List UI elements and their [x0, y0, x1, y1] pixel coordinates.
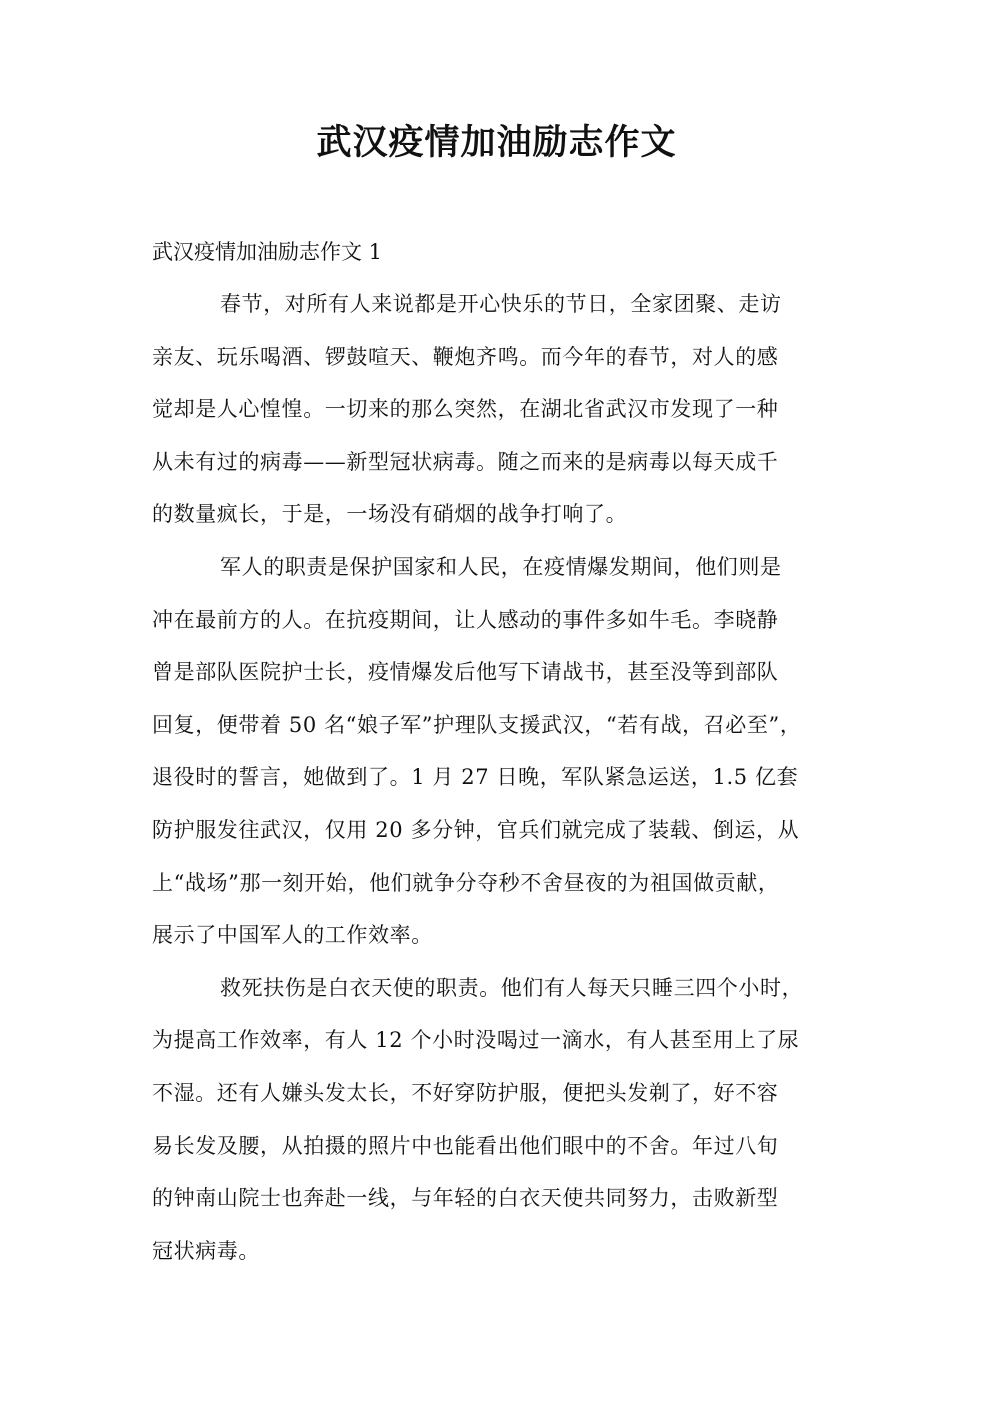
paragraph-soldiers: [152, 547, 852, 968]
text-line: 展示了中国军人的工作效率。: [152, 923, 433, 948]
text-line: 春节，对所有人来说都是开心快乐的节日，全家团聚、走访: [220, 292, 782, 316]
text-line: 从未有过的病毒——新型冠状病毒。随之而来的是病毒以每天成千: [152, 449, 779, 474]
text-line: 觉却是人心惶惶。一切来的那么突然，在湖北省武汉市发现了一种: [152, 397, 779, 422]
text-line: 救死扶伤是白衣天使的职责。他们有人每天只睡三四个小时，: [220, 975, 804, 1000]
text-line: 防护服发往武汉，仅用 20 多分钟，官兵们就完成了装载、倒运，从: [152, 817, 800, 842]
paragraph-medical-workers: [152, 968, 852, 1284]
text-line: 不湿。还有人嫌头发太长，不好穿防护服，便把头发剃了，好不容: [152, 1080, 779, 1105]
text-line: 军人的职责是保护国家和人民，在疫情爆发期间，他们则是: [220, 554, 782, 579]
essay-body: [152, 284, 852, 1283]
text-line: 为提高工作效率，有人 12 个小时没喝过一滴水，有人甚至用上了尿: [152, 1028, 800, 1053]
text-line: 冲在最前方的人。在抗疫期间，让人感动的事件多如牛毛。李晓静: [152, 607, 779, 632]
text-line: 亲友、玩乐喝酒、锣鼓喧天、鞭炮齐鸣。而今年的春节，对人的感: [152, 344, 779, 369]
text-line: 冠状病毒。: [152, 1238, 260, 1263]
text-line: 曾是部队医院护士长，疫情爆发后他写下请战书，甚至没等到部队: [152, 660, 779, 685]
essay-subtitle: 武汉疫情加油励志作文 1: [152, 240, 383, 264]
text-line: 的钟南山院士也奔赴一线，与年轻的白衣天使共同努力，击败新型: [152, 1186, 779, 1211]
text-line: 上“战场”那一刻开始，他们就争分夺秒不舍昼夜的为祖国做贡献，: [152, 870, 780, 895]
text-line: 回复，便带着 50 名“娘子军”护理队支援武汉，“若有战，召必至”，: [152, 712, 802, 737]
text-line: 易长发及腰，从拍摄的照片中也能看出他们眼中的不舍。年过八旬: [152, 1133, 779, 1158]
document-title: 武汉疫情加油励志作文: [316, 122, 677, 163]
paragraph-spring-festival: [152, 284, 852, 547]
text-line: 的数量疯长，于是，一场没有硝烟的战争打响了。: [152, 502, 628, 527]
text-line: 退役时的誓言，她做到了。1 月 27 日晚，军队紧急运送，1.5 亿套: [152, 765, 799, 790]
